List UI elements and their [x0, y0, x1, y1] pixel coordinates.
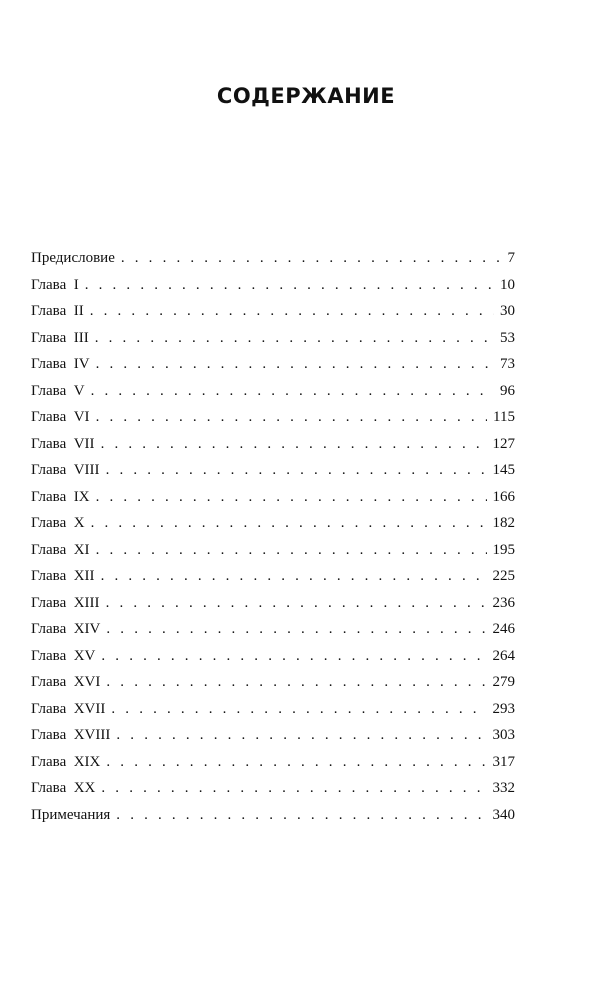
toc-entry-page: 332: [492, 780, 515, 796]
dot-leader: [96, 489, 487, 506]
dot-leader: [101, 780, 486, 797]
toc-entry-page: 10: [500, 276, 515, 293]
toc-entry-label: Глава XX: [31, 780, 96, 796]
page-title: СОДЕРЖАНИЕ: [216, 84, 396, 108]
toc-entry-chapter-17[interactable]: [31, 701, 515, 728]
toc-entry-page: 317: [492, 753, 515, 770]
dot-leader: [95, 330, 494, 347]
toc-entry-chapter-14[interactable]: [31, 621, 515, 648]
toc-entry-label: Примечания: [31, 806, 111, 823]
dot-leader: [121, 250, 499, 267]
toc-entry-label: Глава XIV: [31, 621, 101, 637]
dot-leader: [106, 462, 487, 479]
toc-entry-chapter-8[interactable]: [31, 462, 515, 489]
toc-entry-chapter-3[interactable]: [31, 330, 515, 357]
toc-entry-page: 303: [492, 727, 515, 743]
toc-entry-chapter-16[interactable]: [31, 674, 515, 701]
toc-entry-chapter-9[interactable]: [31, 489, 515, 516]
dot-leader: [91, 383, 494, 400]
toc-entry-page: 279: [492, 674, 515, 690]
toc-entry-page: 145: [492, 462, 515, 478]
toc-entry-page: 195: [492, 541, 515, 558]
toc-entry-chapter-2[interactable]: [31, 303, 515, 330]
dot-leader: [101, 436, 487, 453]
toc-entry-chapter-13[interactable]: [31, 595, 515, 622]
toc-entry-preface[interactable]: [31, 250, 515, 277]
toc-entry-chapter-7[interactable]: [31, 436, 515, 463]
toc-entry-label: Глава VI: [31, 409, 90, 425]
table-of-contents: [31, 250, 515, 833]
toc-entry-page: 293: [492, 700, 515, 717]
dot-leader: [90, 303, 494, 320]
toc-entry-chapter-15[interactable]: [31, 648, 515, 675]
toc-entry-chapter-12[interactable]: [31, 568, 515, 595]
toc-entry-label: Глава I: [31, 276, 79, 293]
dot-leader: [91, 515, 487, 532]
toc-entry-label: Глава V: [31, 382, 85, 399]
toc-entry-page: 246: [492, 621, 515, 637]
toc-entry-label: Глава XII: [31, 568, 95, 584]
dot-leader: [96, 409, 487, 426]
toc-entry-page: 127: [492, 435, 515, 452]
dot-leader: [106, 674, 486, 691]
toc-entry-label: Глава XVII: [31, 700, 106, 717]
dot-leader: [106, 754, 486, 771]
toc-entry-label: Глава XIX: [31, 753, 101, 770]
dot-leader: [85, 277, 494, 294]
toc-entry-page: 96: [500, 382, 515, 399]
dot-leader: [116, 727, 486, 744]
toc-entry-chapter-11[interactable]: [31, 542, 515, 569]
dot-leader: [106, 621, 486, 638]
toc-entry-page: 53: [500, 329, 515, 346]
toc-entry-chapter-18[interactable]: [31, 727, 515, 754]
dot-leader: [101, 568, 487, 585]
dot-leader: [96, 542, 487, 559]
toc-entry-label: Глава VII: [31, 435, 95, 452]
toc-entry-page: 7: [507, 250, 515, 266]
toc-entry-label: Глава III: [31, 329, 89, 346]
toc-entry-page: 340: [492, 806, 515, 823]
toc-entry-label: Глава XV: [31, 647, 96, 664]
toc-entry-page: 264: [492, 647, 515, 664]
toc-entry-page: 236: [492, 594, 515, 611]
toc-entry-page: 115: [493, 409, 515, 425]
toc-entry-label: Глава X: [31, 515, 85, 531]
toc-entry-chapter-1[interactable]: [31, 277, 515, 304]
toc-entry-chapter-10[interactable]: [31, 515, 515, 542]
toc-entry-notes[interactable]: [31, 807, 515, 834]
toc-entry-label: Глава XVIII: [31, 727, 111, 743]
toc-entry-label: Глава XI: [31, 541, 90, 558]
toc-entry-chapter-4[interactable]: [31, 356, 515, 383]
toc-entry-label: Глава XVI: [31, 674, 101, 690]
toc-entry-label: Глава VIII: [31, 462, 100, 478]
toc-entry-chapter-5[interactable]: [31, 383, 515, 410]
toc-entry-label: Предисловие: [31, 250, 115, 266]
dot-leader: [111, 701, 486, 718]
toc-entry-chapter-19[interactable]: [31, 754, 515, 781]
toc-entry-page: 182: [492, 515, 515, 531]
toc-entry-page: 73: [500, 356, 515, 372]
toc-entry-label: Глава XIII: [31, 594, 100, 611]
toc-entry-page: 166: [492, 488, 515, 505]
dot-leader: [106, 595, 487, 612]
toc-entry-chapter-6[interactable]: [31, 409, 515, 436]
toc-entry-label: Глава IV: [31, 356, 90, 372]
dot-leader: [96, 356, 494, 373]
toc-entry-chapter-20[interactable]: [31, 780, 515, 807]
toc-entry-label: Глава II: [31, 303, 84, 319]
toc-entry-page: 30: [500, 303, 515, 319]
toc-entry-page: 225: [492, 568, 515, 584]
toc-entry-label: Глава IX: [31, 488, 90, 505]
dot-leader: [101, 648, 486, 665]
dot-leader: [116, 807, 486, 824]
